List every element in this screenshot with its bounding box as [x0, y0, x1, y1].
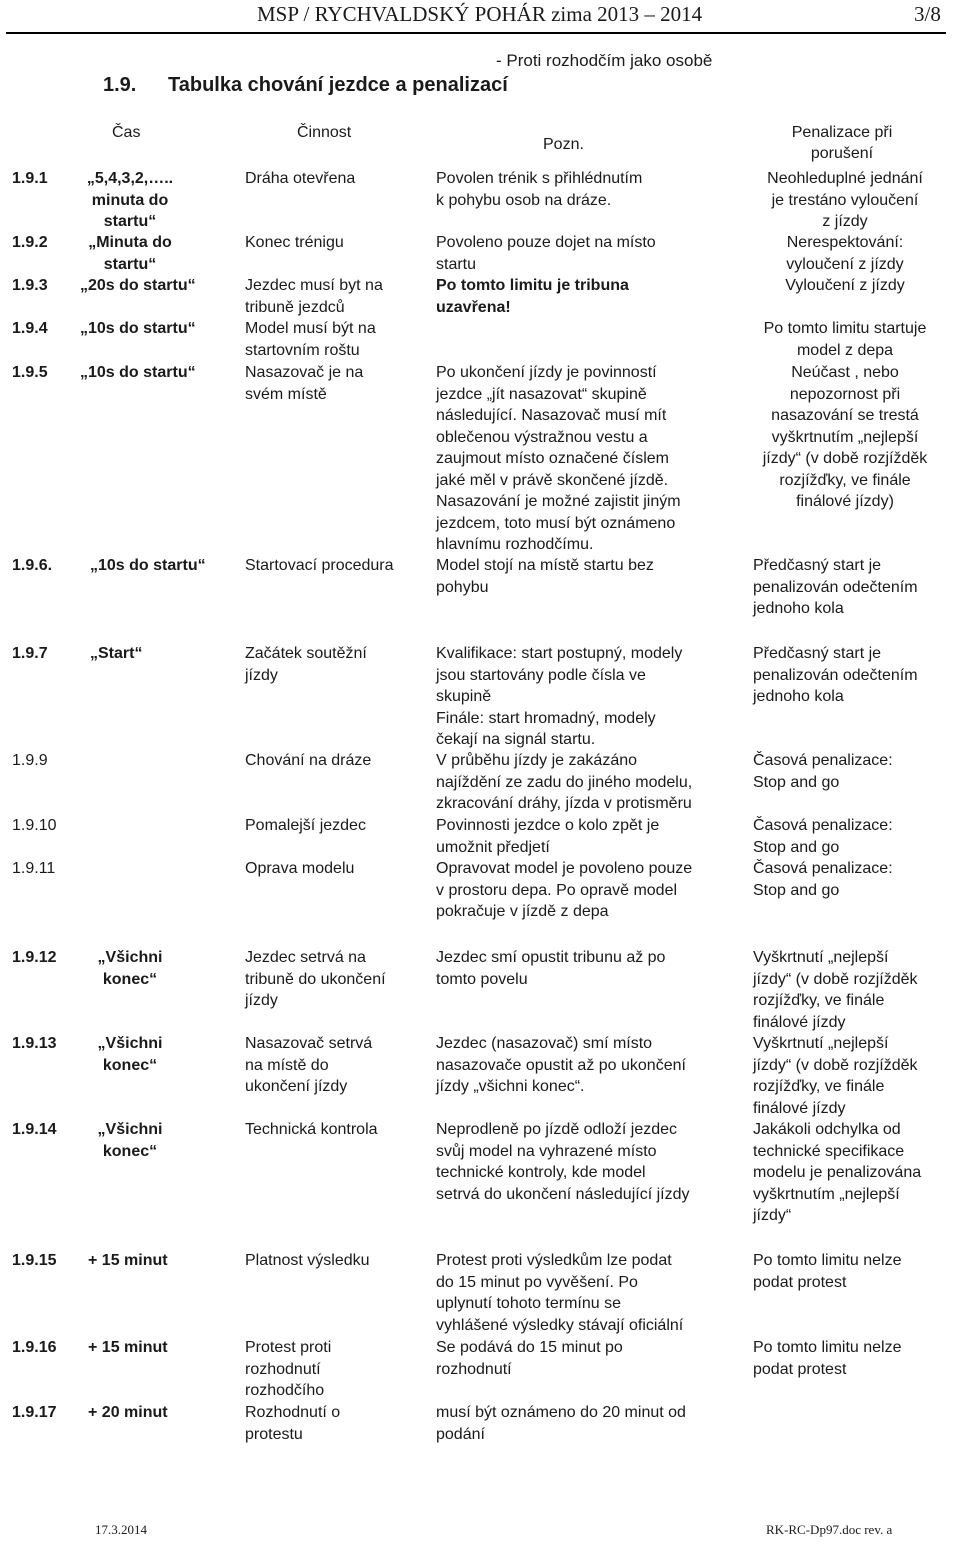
cell-pozn: zaujmout místo označené číslem [436, 450, 669, 467]
cell-penalizace: Nerespektování: [786, 234, 904, 251]
cell-penalizace: penalizován odečtením [753, 578, 918, 596]
cell-penalizace: nepozornost při [789, 385, 901, 403]
cell-cas: + 15 minut [88, 1339, 168, 1356]
column-header-penal-2: porušení [810, 145, 874, 162]
cell-pozn: Model stojí na místě startu bez [436, 557, 654, 574]
cell-penalizace: nasazování se trestá [771, 407, 919, 424]
row-id: 1.9.13 [12, 1035, 57, 1052]
column-header-cinnost: Činnost [297, 124, 352, 141]
cell-cas: „10s do startu“ [80, 320, 196, 337]
cell-penalizace: rozjížďky, ve finále [753, 1078, 885, 1095]
row-id: 1.9.15 [12, 1252, 57, 1269]
cell-penalizace: jízdy“ (v době rozjížděk [753, 970, 918, 988]
cell-penalizace: vyškrtnutím „nejlepší [753, 1185, 900, 1203]
row-id: 1.9.11 [12, 860, 56, 877]
cell-cas: + 20 minut [88, 1404, 168, 1421]
cell-cinnost: protestu [245, 1425, 303, 1443]
cell-cinnost: tribuně jezdců [245, 298, 345, 316]
cell-penalizace: jednoho kola [753, 600, 844, 617]
cell-cinnost: ukončení jízdy [245, 1078, 348, 1095]
cell-cinnost: Jezdec musí byt na [245, 277, 383, 294]
cell-penalizace: Předčasný start je [753, 557, 882, 574]
cell-pozn: Protest proti výsledkům lze podat [436, 1252, 672, 1269]
cell-penalizace: podat protest [753, 1360, 847, 1378]
cell-pozn: Po tomto limitu je tribuna [436, 277, 629, 294]
cell-pozn: nasazovače opustit až po ukončení [436, 1056, 686, 1074]
cell-cinnost: Model musí být na [245, 320, 376, 337]
cell-pozn: startu [436, 255, 477, 273]
cell-pozn: čekají na signál startu. [436, 731, 596, 748]
cell-pozn: najíždění ze zadu do jiného modelu, [436, 773, 693, 791]
cell-penalizace: finálové jízdy [753, 1013, 846, 1031]
row-id: 1.9.10 [12, 817, 57, 834]
cell-cinnost: jízdy [245, 992, 278, 1009]
cell-penalizace: vyškrtnutím „nejlepší [771, 428, 919, 446]
cell-cas: konec“ [102, 1142, 158, 1160]
cell-pozn: technické kontroly, kde model [436, 1164, 646, 1181]
cell-penalizace: podat protest [753, 1273, 847, 1291]
row-id: 1.9.3 [12, 277, 48, 294]
cell-penalizace: jízdy“ [753, 1207, 792, 1224]
cell-pozn: musí být oznámeno do 20 minut od [436, 1404, 686, 1421]
cell-cas: „Všichni [97, 949, 163, 966]
cell-penalizace: Stop and go [753, 838, 840, 856]
cell-pozn: svůj model na vyhrazené místo [436, 1142, 657, 1160]
cell-penalizace: Neohleduplné jednání [767, 170, 923, 187]
cell-pozn: jezdce „jít nasazovat“ skupině [436, 385, 647, 403]
cell-penalizace: Po tomto limitu nelze [753, 1339, 902, 1356]
cell-cas: „Start“ [90, 645, 143, 662]
cell-pozn: Kvalifikace: start postupný, modely [436, 645, 683, 662]
row-id: 1.9.12 [12, 949, 57, 966]
cell-penalizace: Po tomto limitu nelze [753, 1252, 902, 1269]
page-number: 3/8 [914, 2, 941, 26]
cell-penalizace: finálové jízdy) [796, 493, 894, 510]
cell-pozn: Povolen trénik s přihlédnutím [436, 170, 643, 187]
cell-pozn: setrvá do ukončení následující jízdy [436, 1185, 690, 1203]
column-header-cas: Čas [112, 124, 141, 141]
cell-pozn: tomto povelu [436, 970, 528, 988]
cell-cas: + 15 minut [88, 1252, 168, 1269]
cell-pozn: Finále: start hromadný, modely [436, 709, 656, 727]
cell-pozn: k pohybu osob na dráze. [436, 191, 612, 209]
cell-pozn: pohybu [436, 578, 489, 596]
cell-pozn: Povoleno pouze dojet na místo [436, 234, 656, 251]
cell-penalizace: Časová penalizace: [753, 752, 893, 769]
document-title: MSP / RYCHVALDSKÝ POHÁR zima 2013 – 2014 [257, 2, 703, 26]
cell-pozn: rozhodnutí [436, 1360, 512, 1378]
cell-cas: „10s do startu“ [80, 364, 196, 381]
cell-penalizace: Stop and go [753, 773, 840, 791]
cell-pozn: Neprodleně po jízdě odloží jezdec [436, 1121, 678, 1138]
cell-cas: konec“ [102, 970, 158, 988]
cell-penalizace: Po tomto limitu startuje [763, 320, 927, 337]
row-id: 1.9.7 [12, 645, 48, 662]
cell-cas: „Všichni [97, 1121, 163, 1138]
cell-penalizace: model z depa [796, 341, 894, 359]
row-id: 1.9.2 [12, 234, 48, 251]
row-id: 1.9.1 [12, 170, 48, 187]
cell-cinnost: Startovací procedura [245, 557, 394, 574]
row-id: 1.9.14 [12, 1121, 57, 1138]
cell-penalizace: jízdy“ (v době rozjížděk [753, 1056, 918, 1074]
column-header-penal-1: Penalizace při [791, 124, 893, 141]
cell-penalizace: Vyloučení z jízdy [785, 277, 905, 294]
cell-cas: „Všichni [97, 1035, 163, 1052]
cell-cinnost: rozhodnutí [245, 1360, 321, 1378]
cell-pozn: uplynutí tohoto termínu se [436, 1295, 621, 1312]
cell-cinnost: jízdy [245, 666, 278, 684]
cell-pozn: V průběhu jízdy je zakázáno [436, 752, 638, 769]
cell-pozn: uzavřena! [436, 298, 511, 316]
row-id: 1.9.6. [12, 557, 53, 574]
cell-cinnost: Nasazovač je na [245, 364, 364, 381]
cell-cas: startu“ [103, 213, 157, 230]
cell-cas: konec“ [102, 1056, 158, 1074]
cell-cinnost: Pomalejší jezdec [245, 817, 366, 834]
footer-file: RK-RC-Dp97.doc rev. a [766, 1522, 893, 1537]
cell-pozn: umožnit předjetí [436, 838, 550, 856]
cell-penalizace: Stop and go [753, 881, 840, 899]
cell-penalizace: Neúčast , nebo [791, 364, 899, 381]
cell-penalizace: technické specifikace [753, 1142, 905, 1160]
cell-cinnost: Chování na dráze [245, 752, 372, 769]
cell-pozn: Jezdec (nasazovač) smí místo [436, 1035, 653, 1052]
section-number: 1.9. [103, 74, 137, 96]
cell-pozn: Nasazování je možné zajistit jiným [436, 493, 681, 510]
cell-pozn: oblečenou výstražnou vestu a [436, 428, 648, 446]
cell-cinnost: Protest proti [245, 1339, 332, 1356]
cell-cas: „20s do startu“ [80, 277, 196, 294]
cell-cinnost: Konec trénigu [245, 234, 344, 251]
cell-pozn: Opravovat model je povoleno pouze [436, 860, 693, 877]
cell-cinnost: startovním roštu [245, 341, 360, 359]
cell-pozn: následující. Nasazovač musí mít [436, 407, 667, 424]
cell-cas: „10s do startu“ [90, 557, 206, 574]
cell-penalizace: Vyškrtnutí „nejlepší [753, 949, 889, 966]
cell-pozn: Po ukončení jízdy je povinností [436, 364, 657, 381]
cell-pozn: zkracování dráhy, jízda v protisměru [436, 795, 692, 812]
cell-penalizace: rozjížďky, ve finále [779, 471, 911, 489]
row-id: 1.9.16 [12, 1339, 57, 1356]
column-header-pozn: Pozn. [543, 136, 584, 153]
row-id: 1.9.5 [12, 364, 48, 381]
cell-cinnost: Rozhodnutí o [245, 1404, 341, 1421]
cell-cinnost: svém místě [245, 385, 327, 403]
cell-penalizace: z jízdy [822, 213, 868, 230]
cell-cinnost: Začátek soutěžní [245, 645, 367, 662]
cell-penalizace: finálové jízdy [753, 1099, 846, 1117]
cell-cas: „Minuta do [88, 234, 172, 251]
cell-pozn: jezdcem, toto musí být oznámeno [436, 514, 676, 532]
cell-pozn: Se podává do 15 minut po [436, 1339, 623, 1356]
row-id: 1.9.9 [12, 752, 48, 769]
header-note: - Proti rozhodčím jako osobě [496, 51, 713, 70]
cell-cinnost: Platnost výsledku [245, 1252, 370, 1269]
cell-pozn: jsou startovány podle čísla ve [436, 666, 646, 684]
cell-cinnost: rozhodčího [245, 1382, 325, 1399]
cell-penalizace: vyloučení z jízdy [786, 255, 904, 273]
row-id: 1.9.4 [12, 320, 48, 337]
cell-pozn: Povinnosti jezdce o kolo zpět je [436, 817, 660, 834]
cell-cas: minuta do [91, 191, 169, 209]
cell-penalizace: jednoho kola [753, 688, 844, 705]
cell-penalizace: je trestáno vyloučení [771, 191, 919, 209]
cell-cinnost: Nasazovač setrvá [245, 1035, 373, 1052]
cell-pozn: v prostoru depa. Po opravě model [436, 881, 678, 899]
cell-pozn: pokračuje v jízdě z depa [436, 903, 609, 920]
cell-cinnost: na místě do [245, 1056, 329, 1074]
header-rule [6, 32, 946, 34]
cell-pozn: Jezdec smí opustit tribunu až po [436, 949, 666, 966]
cell-cas: startu“ [103, 255, 157, 273]
cell-pozn: jaké měl v právě skončené jízdě. [436, 471, 669, 489]
cell-cinnost: Dráha otevřena [245, 170, 356, 187]
cell-penalizace: Předčasný start je [753, 645, 882, 662]
cell-pozn: jízdy „všichni konec“. [436, 1078, 585, 1095]
cell-pozn: podání [436, 1425, 485, 1443]
cell-pozn: do 15 minut po vyvěšení. Po [436, 1273, 638, 1291]
cell-pozn: hlavnímu rozhodčímu. [436, 536, 594, 553]
section-title: Tabulka chování jezdce a penalizací [168, 74, 508, 96]
row-id: 1.9.17 [12, 1404, 57, 1421]
cell-penalizace: rozjížďky, ve finále [753, 992, 885, 1009]
cell-penalizace: Časová penalizace: [753, 817, 893, 834]
cell-cinnost: Jezdec setrvá na [245, 949, 366, 966]
cell-pozn: skupině [436, 688, 492, 705]
cell-cinnost: tribuně do ukončení [245, 970, 386, 988]
footer-date: 17.3.2014 [95, 1522, 147, 1537]
cell-cinnost: Technická kontrola [245, 1121, 378, 1138]
cell-penalizace: Vyškrtnutí „nejlepší [753, 1035, 889, 1052]
cell-penalizace: Časová penalizace: [753, 860, 893, 877]
cell-pozn: vyhlášené výsledky stávají oficiální [436, 1316, 684, 1334]
cell-penalizace: modelu je penalizována [753, 1164, 922, 1181]
cell-cas: „5,4,3,2,….. [86, 170, 174, 187]
cell-penalizace: Jakákoli odchylka od [753, 1121, 901, 1138]
cell-cinnost: Oprava modelu [245, 860, 355, 877]
cell-penalizace: jízdy“ (v době rozjížděk [762, 450, 928, 467]
cell-penalizace: penalizován odečtením [753, 666, 918, 684]
